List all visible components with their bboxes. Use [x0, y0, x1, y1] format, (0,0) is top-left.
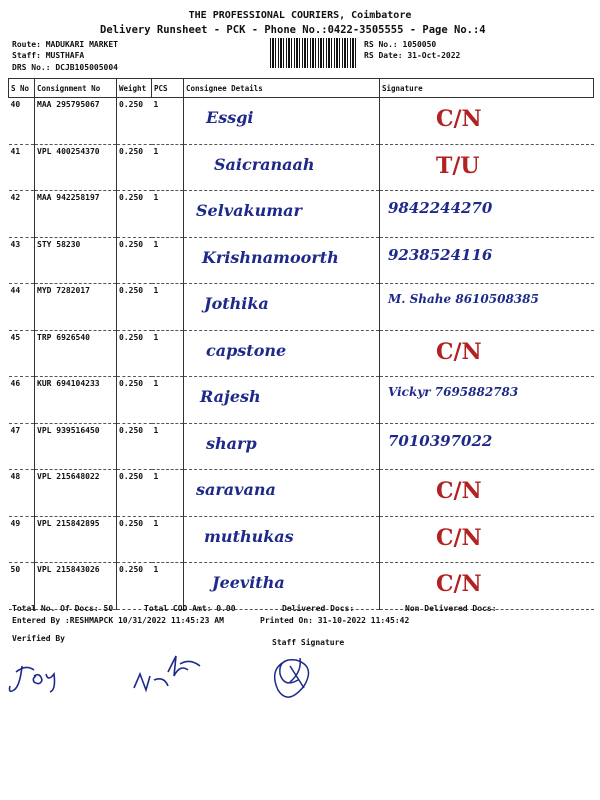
row-signature [380, 144, 594, 191]
table-row [9, 284, 594, 331]
row-consignee [184, 470, 380, 517]
runsheet-table [8, 78, 594, 610]
col-consignment: Consignment No [35, 79, 117, 98]
row-weight: 0.250 [117, 516, 152, 563]
printed-on: Printed On: 31-10-2022 11:45:42 [260, 616, 410, 625]
row-consignee [184, 237, 380, 284]
row-signature [380, 516, 594, 563]
signature-handwriting: 9842244270 [388, 199, 493, 217]
row-pcs: 1 [152, 423, 184, 470]
total-cod: Total COD Amt: 0.00 [144, 604, 236, 613]
row-sno: 49 [9, 516, 35, 563]
row-weight: 0.250 [117, 330, 152, 377]
consignee-handwriting: capstone [206, 340, 287, 360]
consignee-handwriting: Jothika [204, 294, 269, 313]
row-sno: 50 [9, 563, 35, 610]
row-signature [380, 284, 594, 331]
signature-handwriting: 7010397022 [388, 431, 493, 450]
table-row [9, 98, 594, 145]
consignee-handwriting: saravana [196, 480, 276, 499]
row-pcs: 1 [152, 144, 184, 191]
col-sno: S No [9, 79, 35, 98]
col-pcs: PCS [152, 79, 184, 98]
rs-number: RS No.: 1050050 [364, 40, 437, 49]
staff-signature-label: Staff Signature [272, 638, 345, 647]
entered-by: Entered By :RESHMAPCK 10/31/2022 11:45:23 AM [12, 616, 224, 625]
row-consignee [184, 516, 380, 563]
consignee-handwriting: Krishnamoorth [202, 247, 339, 267]
row-weight: 0.250 [117, 237, 152, 284]
row-sno: 41 [9, 144, 35, 191]
row-pcs: 1 [152, 377, 184, 424]
signature-handwriting: M. Shahe 8610508385 [388, 292, 539, 306]
signature-handwriting: C/N [436, 338, 482, 365]
consignee-handwriting: Selvakumar [196, 201, 302, 220]
row-signature [380, 237, 594, 284]
row-sno: 40 [9, 98, 35, 145]
row-consignment-no: MAA 295795067 [35, 98, 117, 145]
row-weight: 0.250 [117, 284, 152, 331]
row-sno: 45 [9, 330, 35, 377]
row-pcs: 1 [152, 237, 184, 284]
row-consignee [184, 330, 380, 377]
consignee-handwriting: muthukas [204, 526, 294, 546]
row-consignment-no: VPL 400254370 [35, 144, 117, 191]
table-row [9, 191, 594, 238]
table-row [9, 330, 594, 377]
signature-handwriting: C/N [436, 478, 482, 504]
consignee-handwriting: Essgi [206, 108, 254, 127]
verifier-signatures [8, 648, 338, 708]
row-sno: 42 [9, 191, 35, 238]
row-weight: 0.250 [117, 470, 152, 517]
col-weight: Weight [117, 79, 152, 98]
row-consignee [184, 98, 380, 145]
non-delivered-docs: Non Delivered Docs: [405, 604, 497, 613]
runsheet-title: THE PROFESSIONAL COURIERS, Coimbatore [188, 10, 412, 21]
route-label: Route: MADUKARI MARKET [12, 40, 118, 49]
row-weight: 0.250 [117, 423, 152, 470]
total-docs: Total No. Of Docs: 50 [12, 604, 114, 613]
consignee-handwriting: Jeevitha [212, 573, 285, 592]
table-row [9, 377, 594, 424]
col-signature: Signature [380, 79, 594, 98]
consignee-handwriting: Saicranaah [214, 154, 315, 174]
row-signature [380, 191, 594, 238]
row-sno: 43 [9, 237, 35, 284]
row-pcs: 1 [152, 516, 184, 563]
signature-handwriting: T/U [436, 152, 480, 179]
row-consignee [184, 423, 380, 470]
row-signature [380, 377, 594, 424]
signature-handwriting: C/N [436, 106, 482, 132]
row-weight: 0.250 [117, 191, 152, 238]
row-pcs: 1 [152, 98, 184, 145]
row-consignee [184, 144, 380, 191]
row-consignment-no: TRP 6926540 [35, 330, 117, 377]
row-consignee [184, 563, 380, 610]
row-consignment-no: KUR 694104233 [35, 377, 117, 424]
table-row [9, 423, 594, 470]
row-pcs: 1 [152, 284, 184, 331]
row-consignee [184, 284, 380, 331]
row-consignee [184, 377, 380, 424]
table-row [9, 563, 594, 610]
table-row [9, 237, 594, 284]
row-consignment-no: VPL 215648022 [35, 470, 117, 517]
row-weight: 0.250 [117, 144, 152, 191]
delivered-docs: Delivered Docs: [282, 604, 355, 613]
row-consignment-no: VPL 215842895 [35, 516, 117, 563]
consignee-handwriting: sharp [206, 433, 257, 453]
col-consignee: Consignee Details [184, 79, 380, 98]
table-row [9, 144, 594, 191]
row-pcs: 1 [152, 563, 184, 610]
row-sno: 48 [9, 470, 35, 517]
consignee-handwriting: Rajesh [200, 387, 261, 406]
row-sno: 44 [9, 284, 35, 331]
row-sno: 47 [9, 423, 35, 470]
signature-handwriting: C/N [436, 524, 482, 551]
row-signature [380, 330, 594, 377]
row-pcs: 1 [152, 191, 184, 238]
row-signature [380, 470, 594, 517]
row-weight: 0.250 [117, 98, 152, 145]
drs-number: DRS No.: DCJB105005004 [12, 63, 118, 72]
row-signature [380, 423, 594, 470]
row-weight: 0.250 [117, 377, 152, 424]
table-header-row [9, 79, 594, 98]
row-pcs: 1 [152, 470, 184, 517]
table-row [9, 516, 594, 563]
row-consignment-no: STY 58230 [35, 237, 117, 284]
row-consignment-no: MYD 7282017 [35, 284, 117, 331]
row-consignee [184, 191, 380, 238]
row-consignment-no: VPL 939516450 [35, 423, 117, 470]
row-signature [380, 563, 594, 610]
staff-label: Staff: MUSTHAFA [12, 51, 85, 60]
rs-date: RS Date: 31-Oct-2022 [364, 51, 461, 60]
row-signature [380, 98, 594, 145]
row-weight: 0.250 [117, 563, 152, 610]
signature-handwriting: Vickyr 7695882783 [388, 385, 519, 399]
row-consignment-no: VPL 215843026 [35, 563, 117, 610]
row-pcs: 1 [152, 330, 184, 377]
signature-handwriting: C/N [436, 571, 482, 597]
barcode-image [270, 38, 358, 68]
runsheet-subtitle: Delivery Runsheet - PCK - Phone No.:0422-3505555 - Page No.:4 [100, 24, 486, 36]
verified-by-label: Verified By [12, 634, 65, 643]
row-consignment-no: MAA 942258197 [35, 191, 117, 238]
row-sno: 46 [9, 377, 35, 424]
signature-handwriting: 9238524116 [388, 245, 493, 264]
table-row [9, 470, 594, 517]
